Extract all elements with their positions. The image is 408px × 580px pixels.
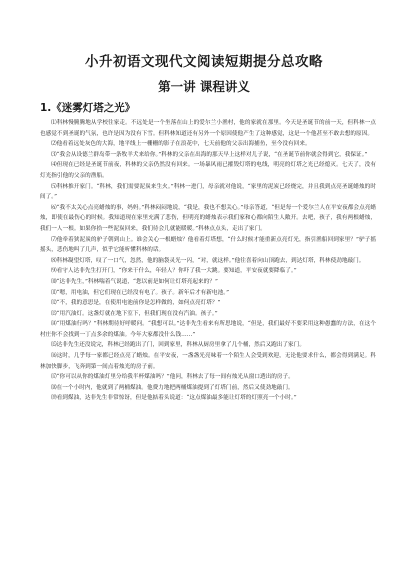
paragraph: ⑻科林凝望灯塔，叹了一口气，忽然，他的脑袋灵光一闪，“对，就这样。”他往喜着向山顶跑去，到达灯塔，科林使劲地敲门。 (51, 257, 365, 264)
paragraph: ⒃这时，几乎每一家都已经点亮了蜡烛。在平安夜，一盏盏光亮味着一个陌生人会受到欢迎，无论他要求什么，都会得到满足。科林加快脚步，飞奔到第一间点着烛光的房子前。 (40, 353, 376, 370)
section-heading: 1.《迷雾灯塔之光》 (40, 102, 136, 114)
document-title: 小升初语文现代文阅读短期提分总攻略 (85, 54, 323, 70)
paragraph: ⑹“我不太关心点亮蜡烛的事，妈妈。”科林闷闷地说，“我是，我也不想关心。”母亲答道，“但是每一个爱尔兰人在平安夜都会点亮蜡烛，即使在最伤心的时候。我知道现在家里充满了悲伤，但明亮的蜡烛表示我们家和心都向陌生人敞开。去吧，孩子，我有两根蜡烛，我们一人一根。如果你拾一些泥炭回来，我们待会儿就能暖暖。”科林点点头，走出了家门。 (40, 204, 376, 232)
paragraph: ⑶“我会从设德兰群岛带一条牧羊犬来给你。”科林的父亲在出海的那天早上这样对儿子说，“在圣诞节前你就会得到它，我保证。” (51, 151, 368, 158)
paragraph: ⒄“你可以从你的煤油灯里分给我半杯煤油吗？”他问，科林去了每一间有烛光从窗口透出的房子。 (51, 374, 294, 381)
paragraph: ⑽“达非先生，”科林喘着气说道，“您以前是如何让灯塔亮起来的？” (51, 278, 218, 285)
paragraph: ⑸科林推开家门。“科林，我们需要泥炭来生火。”科林一进门，母亲就对他说，“家里的泥炭已经烧完，并且我到点亮圣诞蜡烛的时间了。” (40, 183, 376, 201)
paragraph: ⒅在一个小时内，他就到了两桶煤油。他费力地把两桶煤油提到了灯塔门前，然后又使劲地敲门。 (51, 384, 294, 391)
paragraph: ⑾“嗯，用电油，但它们现在已经没有电了。孩子。新年后才有新电池。” (51, 289, 229, 296)
lecture-title: 第一讲 课程讲义 (158, 79, 250, 94)
paragraph: ⑵他看着远处灰色的大海，地平线上一栅栅的影子在浪花中，七天前他的父亲出海捕鱼，至今没有回来。 (51, 141, 311, 148)
article-body (40, 118, 376, 404)
paragraph: ⑼看守人达非先生打开门，“你来干什么，年轻人？你吓了我一大跳。要知道，平安夜就要降临了。” (51, 268, 297, 275)
paragraph: ⑴科林慢腾腾地从学校往家走。不远处是一个坐落在山上的爱尔兰小渔村，他的家就在那里。今天是圣诞节的前一天，但科林一点也感觉不到圣诞的气氛，也许是因为没有下雪。但科林知道还有另外一个原因使他产生了这种感觉，这是一个他甚至不敢去想的原因。 (40, 120, 376, 137)
paragraph: ⑷但现在已经是圣诞节前夜，科林的父亲仍然没有回来。一场暴风雨已摧毁灯塔的电线，明亮的灯塔之光已经熄灭。七天了，没有灯光指引他的父亲的渔船。 (40, 162, 376, 179)
paragraph: ⒆看到煤油，达非先生非常惊讶，但是他掂着头说道：“这点煤油最多能让灯塔的灯照亮一个小时。” (51, 395, 297, 402)
paragraph: ⒀“用汽油灯。这盏灯就在地下室下，但我们现在没有汽油。孩子。” (51, 310, 218, 317)
paragraph: ⒁“用煤油行吗？”科林期待好呼暖问。“我想可以。”达非先生看来有所思地说，“但是，我们最好不要采用这种愚蠢的方法，在这个村庄你不会找到一丁点多余的煤油。今年大家都没什么钱……” (40, 321, 376, 338)
paragraph: ⑺他牵着狭泥炭的驴子朝到山上。谁会关心一根蜡烛？他看着灯塔想，“什么时候才能重新点亮灯光，指引渔船回到家里？”驴子摇摇头，悲伤地叫了几声，似乎它能听懂科林的话。 (40, 236, 376, 254)
paragraph: ⑿“不，我的意思是，在使用电池前你是怎样做的，如何点亮灯塔？” (51, 300, 221, 307)
paragraph: ⒂达非先生还没说完，科林已经跑出了门，回到家里，科林从厨房里拿了几个桶，然后又跑出了家门。 (51, 342, 305, 349)
